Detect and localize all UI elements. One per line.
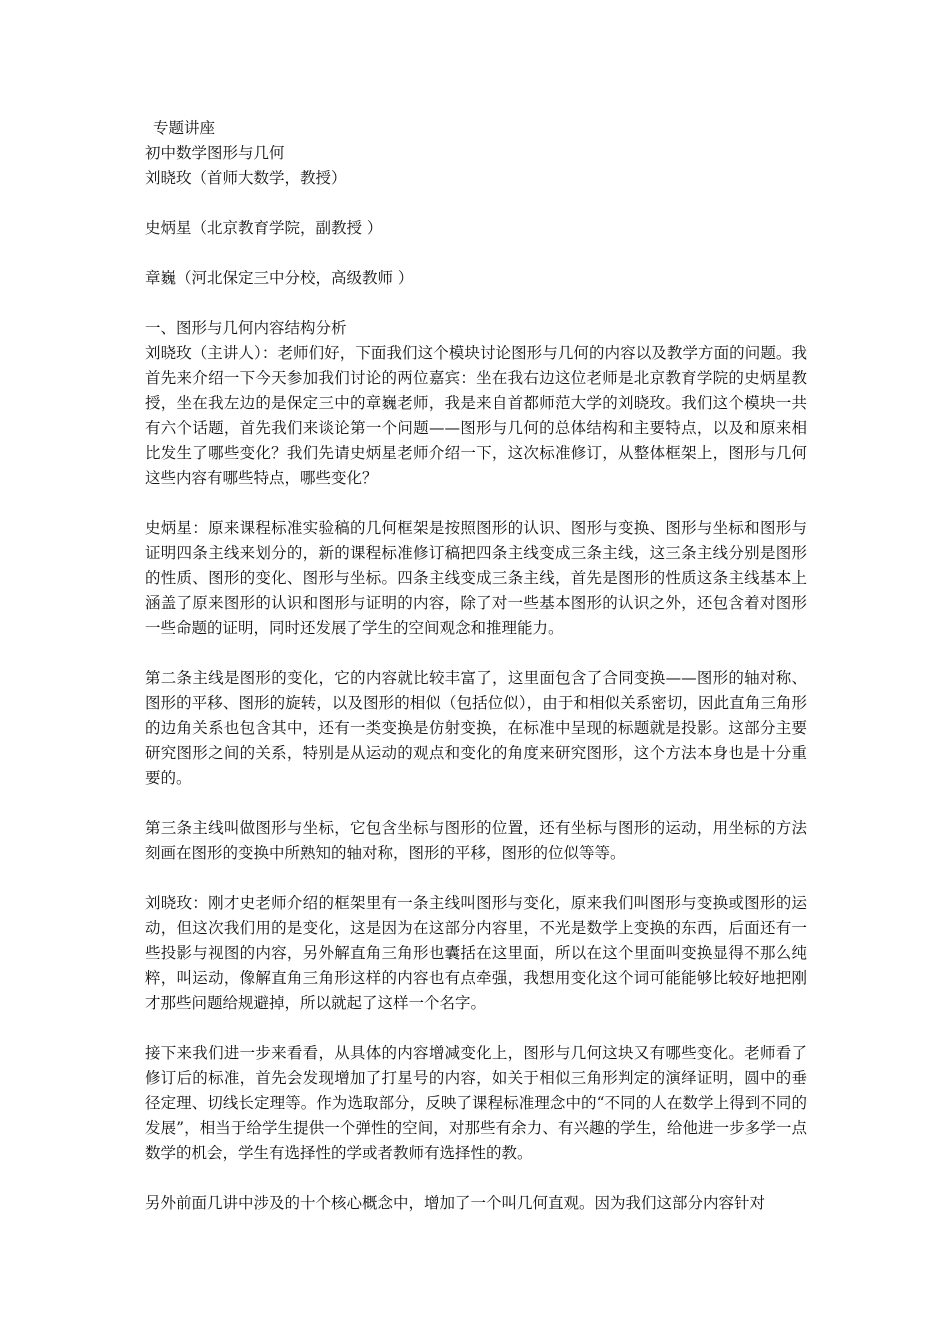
spacer xyxy=(145,1016,807,1041)
paragraph-liu-naming: 刘晓玫：刚才史老师介绍的框架里有一条主线叫图形与变化，原来我们叫图形与变换或图形的运动，但这次我们用的是变化，这是因为在这部分内容里，不光是数学上变换的东西，后面还有一些投影与视图的内容，另外解直角三角形也囊括在这里面，所以在这个里面叫变换显得不那么纯粹，叫运动，像解直角三角形这样的内容也有点牵强，我想用变化这个词可能能够比较好地把刚才那些问题给规避掉，所以就起了这样一个名字。 xyxy=(145,894,807,1012)
paragraph-second-mainline: 第二条主线是图形的变化，它的内容就比较丰富了，这里面包含了合同变换——图形的轴对称、图形的平移、图形的旋转，以及图形的相似（包括位似），由于和相似关系密切，因此直角三角形的边角关系也包含其中，还有一类变换是仿射变换，在标准中呈现的标题就是投影。这部分主要研究图形之间的关系，特别是从运动的观点和变化的角度来研究图形，这个方法本身也是十分重要的。 xyxy=(145,669,807,787)
presenter-zhang: 章巍（河北保定三中分校，高级教师 ） xyxy=(145,269,414,287)
section-heading: 一、图形与几何内容结构分析 xyxy=(145,319,347,337)
spacer xyxy=(145,241,807,266)
spacer xyxy=(145,291,807,316)
spacer xyxy=(145,491,807,516)
paragraph-content-changes: 接下来我们进一步来看看，从具体的内容增减变化上，图形与几何这块又有哪些变化。老师看了修订后的标准，首先会发现增加了打星号的内容，如关于相似三角形判定的演绎证明，圆中的垂径定理、切线长定理等。作为选取部分，反映了课程标准理念中的“不同的人在数学上得到不同的发展”，相当于给学生提供一个弹性的空间，对那些有余力、有兴趣的学生，给他进一步多学一点数学的机会，学生有选择性的学或者教师有选择性的教。 xyxy=(145,1044,807,1162)
paragraph-core-concepts: 另外前面几讲中涉及的十个核心概念中，增加了一个叫几何直观。因为我们这部分内容针对 xyxy=(145,1194,766,1212)
paragraph-intro: 刘晓玫（主讲人）：老师们好，下面我们这个模块讨论图形与几何的内容以及教学方面的问题。我首先来介绍一下今天参加我们讨论的两位嘉宾：坐在我右边这位老师是北京教育学院的史炳星教授，坐在我左边的是保定三中的章巍老师，我是来自首都师范大学的刘晓玫。我们这个模块一共有六个话题，首先我们来谈论第一个问题——图形与几何的总体结构和主要特点，以及和原来相比发生了哪些变化？我们先请史炳星老师介绍一下，这次标准修订，从整体框架上，图形与几何这些内容有哪些特点，哪些变化？ xyxy=(145,344,807,487)
spacer xyxy=(145,641,807,666)
presenter-shi: 史炳星（北京教育学院，副教授 ） xyxy=(145,219,383,237)
spacer xyxy=(145,1166,807,1191)
lecture-title: 初中数学图形与几何 xyxy=(145,144,285,162)
paragraph-shi-framework: 史炳星：原来课程标准实验稿的几何框架是按照图形的认识、图形与变换、图形与坐标和图形与证明四条主线来划分的，新的课程标准修订稿把四条主线变成三条主线，这三条主线分别是图形的性质、图形的变化、图形与坐标。四条主线变成三条主线，首先是图形的性质这条主线基本上涵盖了原来图形的认识和图形与证明的内容，除了对一些基本图形的认识之外，还包含着对图形一些命题的证明，同时还发展了学生的空间观念和推理能力。 xyxy=(145,519,807,637)
document-page xyxy=(145,116,807,1216)
spacer xyxy=(145,791,807,816)
spacer xyxy=(145,191,807,216)
spacer xyxy=(145,866,807,891)
topic-label: 专题讲座 xyxy=(153,119,216,137)
paragraph-third-mainline: 第三条主线叫做图形与坐标，它包含坐标与图形的位置，还有坐标与图形的运动，用坐标的方法刻画在图形的变换中所熟知的轴对称，图形的平移，图形的位似等等。 xyxy=(145,819,807,862)
presenter-liu: 刘晓玫（首师大数学，教授） xyxy=(145,169,347,187)
